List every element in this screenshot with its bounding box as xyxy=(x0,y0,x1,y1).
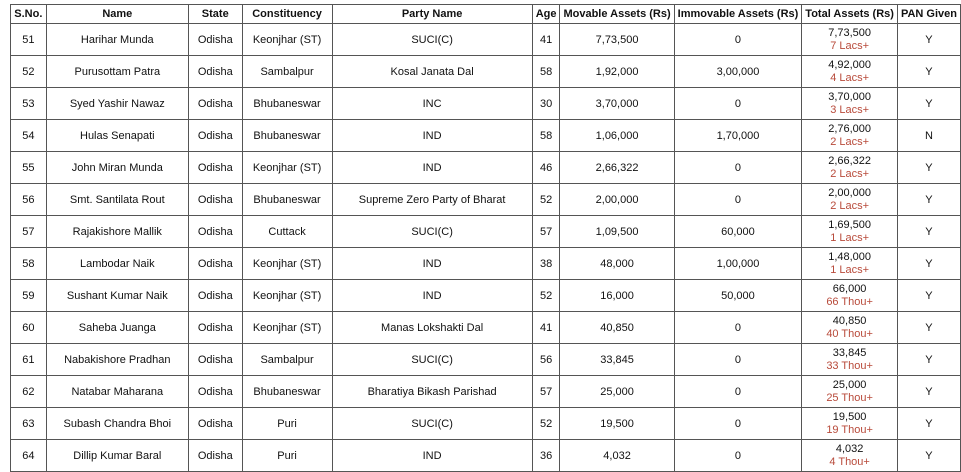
cell-age: 30 xyxy=(532,88,560,120)
cell-sno: 61 xyxy=(11,344,47,376)
cell-sno: 63 xyxy=(11,408,47,440)
cell-constituency: Bhubaneswar xyxy=(242,120,332,152)
cell-party: INC xyxy=(332,88,532,120)
table-row xyxy=(11,376,961,408)
cell-pan-given: Y xyxy=(897,312,960,344)
total-assets-words: 2 Lacs+ xyxy=(830,135,870,148)
cell-name: Sushant Kumar Naik xyxy=(46,280,188,312)
cell-total-assets xyxy=(802,152,898,184)
table-row xyxy=(11,216,961,248)
cell-movable-assets: 1,06,000 xyxy=(560,120,674,152)
cell-age: 58 xyxy=(532,120,560,152)
cell-constituency: Sambalpur xyxy=(242,344,332,376)
cell-state: Odisha xyxy=(188,408,242,440)
cell-sno: 59 xyxy=(11,280,47,312)
cell-sno: 53 xyxy=(11,88,47,120)
total-assets-words: 40 Thou+ xyxy=(826,327,873,340)
cell-pan-given: Y xyxy=(897,56,960,88)
cell-total-assets xyxy=(802,24,898,56)
cell-name: Purusottam Patra xyxy=(46,56,188,88)
cell-immovable-assets: 1,00,000 xyxy=(674,248,802,280)
col-header-party: Party Name xyxy=(332,5,532,24)
cell-name: Smt. Santilata Rout xyxy=(46,184,188,216)
cell-immovable-assets: 0 xyxy=(674,184,802,216)
col-header-pan: PAN Given xyxy=(897,5,960,24)
cell-total-assets xyxy=(802,376,898,408)
cell-constituency: Keonjhar (ST) xyxy=(242,152,332,184)
cell-party: IND xyxy=(332,280,532,312)
cell-state: Odisha xyxy=(188,24,242,56)
cell-movable-assets: 2,00,000 xyxy=(560,184,674,216)
cell-state: Odisha xyxy=(188,88,242,120)
cell-constituency: Puri xyxy=(242,440,332,472)
cell-party: IND xyxy=(332,152,532,184)
cell-state: Odisha xyxy=(188,120,242,152)
total-assets-words: 33 Thou+ xyxy=(826,359,873,372)
cell-party: SUCI(C) xyxy=(332,408,532,440)
total-assets-words: 4 Thou+ xyxy=(829,455,870,468)
cell-total-assets xyxy=(802,184,898,216)
total-assets-value: 40,850 xyxy=(832,314,867,327)
cell-age: 57 xyxy=(532,216,560,248)
cell-party: Kosal Janata Dal xyxy=(332,56,532,88)
total-assets-words: 66 Thou+ xyxy=(826,295,873,308)
cell-constituency: Puri xyxy=(242,408,332,440)
cell-age: 58 xyxy=(532,56,560,88)
total-assets-value: 1,69,500 xyxy=(828,218,872,231)
cell-total-assets xyxy=(802,88,898,120)
cell-sno: 52 xyxy=(11,56,47,88)
cell-age: 41 xyxy=(532,24,560,56)
total-assets-words: 19 Thou+ xyxy=(826,423,873,436)
cell-sno: 56 xyxy=(11,184,47,216)
cell-total-assets xyxy=(802,280,898,312)
table-row xyxy=(11,344,961,376)
total-assets-words: 2 Lacs+ xyxy=(830,167,870,180)
cell-state: Odisha xyxy=(188,312,242,344)
total-assets-value: 4,032 xyxy=(835,442,864,455)
col-header-name: Name xyxy=(46,5,188,24)
cell-age: 38 xyxy=(532,248,560,280)
total-assets-value: 2,66,322 xyxy=(828,154,872,167)
table-row xyxy=(11,24,961,56)
cell-immovable-assets: 0 xyxy=(674,88,802,120)
cell-pan-given: Y xyxy=(897,184,960,216)
cell-pan-given: Y xyxy=(897,376,960,408)
cell-state: Odisha xyxy=(188,376,242,408)
cell-name: Hulas Senapati xyxy=(46,120,188,152)
table-container xyxy=(10,4,961,472)
table-row xyxy=(11,440,961,472)
table-row xyxy=(11,248,961,280)
header-row xyxy=(11,5,961,24)
cell-party: SUCI(C) xyxy=(332,216,532,248)
cell-name: John Miran Munda xyxy=(46,152,188,184)
cell-movable-assets: 3,70,000 xyxy=(560,88,674,120)
cell-pan-given: Y xyxy=(897,344,960,376)
cell-immovable-assets: 0 xyxy=(674,312,802,344)
col-header-state: State xyxy=(188,5,242,24)
cell-movable-assets: 4,032 xyxy=(560,440,674,472)
cell-age: 52 xyxy=(532,280,560,312)
table-row xyxy=(11,120,961,152)
total-assets-value: 66,000 xyxy=(832,282,867,295)
cell-party: SUCI(C) xyxy=(332,24,532,56)
cell-total-assets xyxy=(802,344,898,376)
cell-name: Harihar Munda xyxy=(46,24,188,56)
cell-name: Rajakishore Mallik xyxy=(46,216,188,248)
cell-party: IND xyxy=(332,440,532,472)
total-assets-words: 3 Lacs+ xyxy=(830,103,870,116)
cell-name: Saheba Juanga xyxy=(46,312,188,344)
cell-total-assets xyxy=(802,56,898,88)
cell-sno: 54 xyxy=(11,120,47,152)
total-assets-value: 3,70,000 xyxy=(828,90,872,103)
total-assets-value: 33,845 xyxy=(832,346,867,359)
cell-immovable-assets: 0 xyxy=(674,344,802,376)
cell-total-assets xyxy=(802,440,898,472)
total-assets-words: 4 Lacs+ xyxy=(830,71,870,84)
cell-constituency: Keonjhar (ST) xyxy=(242,24,332,56)
cell-age: 52 xyxy=(532,408,560,440)
cell-movable-assets: 7,73,500 xyxy=(560,24,674,56)
total-assets-value: 19,500 xyxy=(832,410,867,423)
cell-name: Syed Yashir Nawaz xyxy=(46,88,188,120)
cell-pan-given: Y xyxy=(897,216,960,248)
cell-movable-assets: 48,000 xyxy=(560,248,674,280)
cell-pan-given: Y xyxy=(897,152,960,184)
table-row xyxy=(11,56,961,88)
cell-age: 56 xyxy=(532,344,560,376)
cell-immovable-assets: 0 xyxy=(674,408,802,440)
cell-pan-given: Y xyxy=(897,24,960,56)
cell-sno: 58 xyxy=(11,248,47,280)
cell-sno: 51 xyxy=(11,24,47,56)
cell-immovable-assets: 0 xyxy=(674,440,802,472)
cell-constituency: Keonjhar (ST) xyxy=(242,280,332,312)
cell-constituency: Keonjhar (ST) xyxy=(242,312,332,344)
col-header-total: Total Assets (Rs) xyxy=(802,5,898,24)
cell-state: Odisha xyxy=(188,344,242,376)
cell-immovable-assets: 1,70,000 xyxy=(674,120,802,152)
total-assets-value: 2,76,000 xyxy=(828,122,872,135)
cell-name: Subash Chandra Bhoi xyxy=(46,408,188,440)
cell-name: Lambodar Naik xyxy=(46,248,188,280)
cell-age: 36 xyxy=(532,440,560,472)
cell-party: Manas Lokshakti Dal xyxy=(332,312,532,344)
cell-movable-assets: 19,500 xyxy=(560,408,674,440)
cell-state: Odisha xyxy=(188,280,242,312)
cell-total-assets xyxy=(802,248,898,280)
cell-name: Dillip Kumar Baral xyxy=(46,440,188,472)
total-assets-words: 1 Lacs+ xyxy=(830,263,870,276)
cell-state: Odisha xyxy=(188,216,242,248)
cell-immovable-assets: 3,00,000 xyxy=(674,56,802,88)
cell-constituency: Keonjhar (ST) xyxy=(242,248,332,280)
cell-age: 57 xyxy=(532,376,560,408)
table-row xyxy=(11,280,961,312)
table-row xyxy=(11,312,961,344)
total-assets-value: 25,000 xyxy=(832,378,867,391)
cell-pan-given: Y xyxy=(897,408,960,440)
cell-age: 52 xyxy=(532,184,560,216)
cell-total-assets xyxy=(802,120,898,152)
table-row xyxy=(11,88,961,120)
cell-movable-assets: 40,850 xyxy=(560,312,674,344)
total-assets-words: 2 Lacs+ xyxy=(830,199,870,212)
cell-immovable-assets: 0 xyxy=(674,376,802,408)
cell-age: 46 xyxy=(532,152,560,184)
col-header-constituency: Constituency xyxy=(242,5,332,24)
cell-state: Odisha xyxy=(188,440,242,472)
cell-sno: 60 xyxy=(11,312,47,344)
cell-movable-assets: 1,09,500 xyxy=(560,216,674,248)
total-assets-value: 1,48,000 xyxy=(828,250,872,263)
cell-sno: 64 xyxy=(11,440,47,472)
cell-total-assets xyxy=(802,312,898,344)
cell-pan-given: Y xyxy=(897,280,960,312)
total-assets-words: 7 Lacs+ xyxy=(830,39,870,52)
cell-state: Odisha xyxy=(188,152,242,184)
cell-pan-given: N xyxy=(897,120,960,152)
table-row xyxy=(11,152,961,184)
cell-constituency: Bhubaneswar xyxy=(242,184,332,216)
cell-pan-given: Y xyxy=(897,248,960,280)
cell-immovable-assets: 50,000 xyxy=(674,280,802,312)
total-assets-words: 25 Thou+ xyxy=(826,391,873,404)
cell-party: Bharatiya Bikash Parishad xyxy=(332,376,532,408)
cell-immovable-assets: 0 xyxy=(674,24,802,56)
cell-name: Natabar Maharana xyxy=(46,376,188,408)
cell-movable-assets: 2,66,322 xyxy=(560,152,674,184)
cell-movable-assets: 1,92,000 xyxy=(560,56,674,88)
cell-name: Nabakishore Pradhan xyxy=(46,344,188,376)
cell-total-assets xyxy=(802,216,898,248)
total-assets-value: 4,92,000 xyxy=(828,58,872,71)
total-assets-value: 7,73,500 xyxy=(828,26,872,39)
table-row xyxy=(11,408,961,440)
cell-state: Odisha xyxy=(188,56,242,88)
cell-constituency: Bhubaneswar xyxy=(242,88,332,120)
cell-immovable-assets: 0 xyxy=(674,152,802,184)
cell-pan-given: Y xyxy=(897,440,960,472)
cell-age: 41 xyxy=(532,312,560,344)
cell-constituency: Bhubaneswar xyxy=(242,376,332,408)
cell-pan-given: Y xyxy=(897,88,960,120)
cell-state: Odisha xyxy=(188,248,242,280)
table-row xyxy=(11,184,961,216)
cell-sno: 55 xyxy=(11,152,47,184)
cell-party: IND xyxy=(332,248,532,280)
col-header-age: Age xyxy=(532,5,560,24)
total-assets-words: 1 Lacs+ xyxy=(830,231,870,244)
cell-constituency: Sambalpur xyxy=(242,56,332,88)
cell-sno: 57 xyxy=(11,216,47,248)
cell-immovable-assets: 60,000 xyxy=(674,216,802,248)
col-header-immovable: Immovable Assets (Rs) xyxy=(674,5,802,24)
cell-state: Odisha xyxy=(188,184,242,216)
col-header-movable: Movable Assets (Rs) xyxy=(560,5,674,24)
cell-sno: 62 xyxy=(11,376,47,408)
cell-movable-assets: 33,845 xyxy=(560,344,674,376)
cell-movable-assets: 16,000 xyxy=(560,280,674,312)
cell-party: Supreme Zero Party of Bharat xyxy=(332,184,532,216)
cell-party: SUCI(C) xyxy=(332,344,532,376)
col-header-sno: S.No. xyxy=(11,5,47,24)
cell-movable-assets: 25,000 xyxy=(560,376,674,408)
cell-party: IND xyxy=(332,120,532,152)
total-assets-value: 2,00,000 xyxy=(828,186,872,199)
table-body xyxy=(11,24,961,472)
cell-total-assets xyxy=(802,408,898,440)
cell-constituency: Cuttack xyxy=(242,216,332,248)
candidate-assets-table xyxy=(10,4,961,472)
